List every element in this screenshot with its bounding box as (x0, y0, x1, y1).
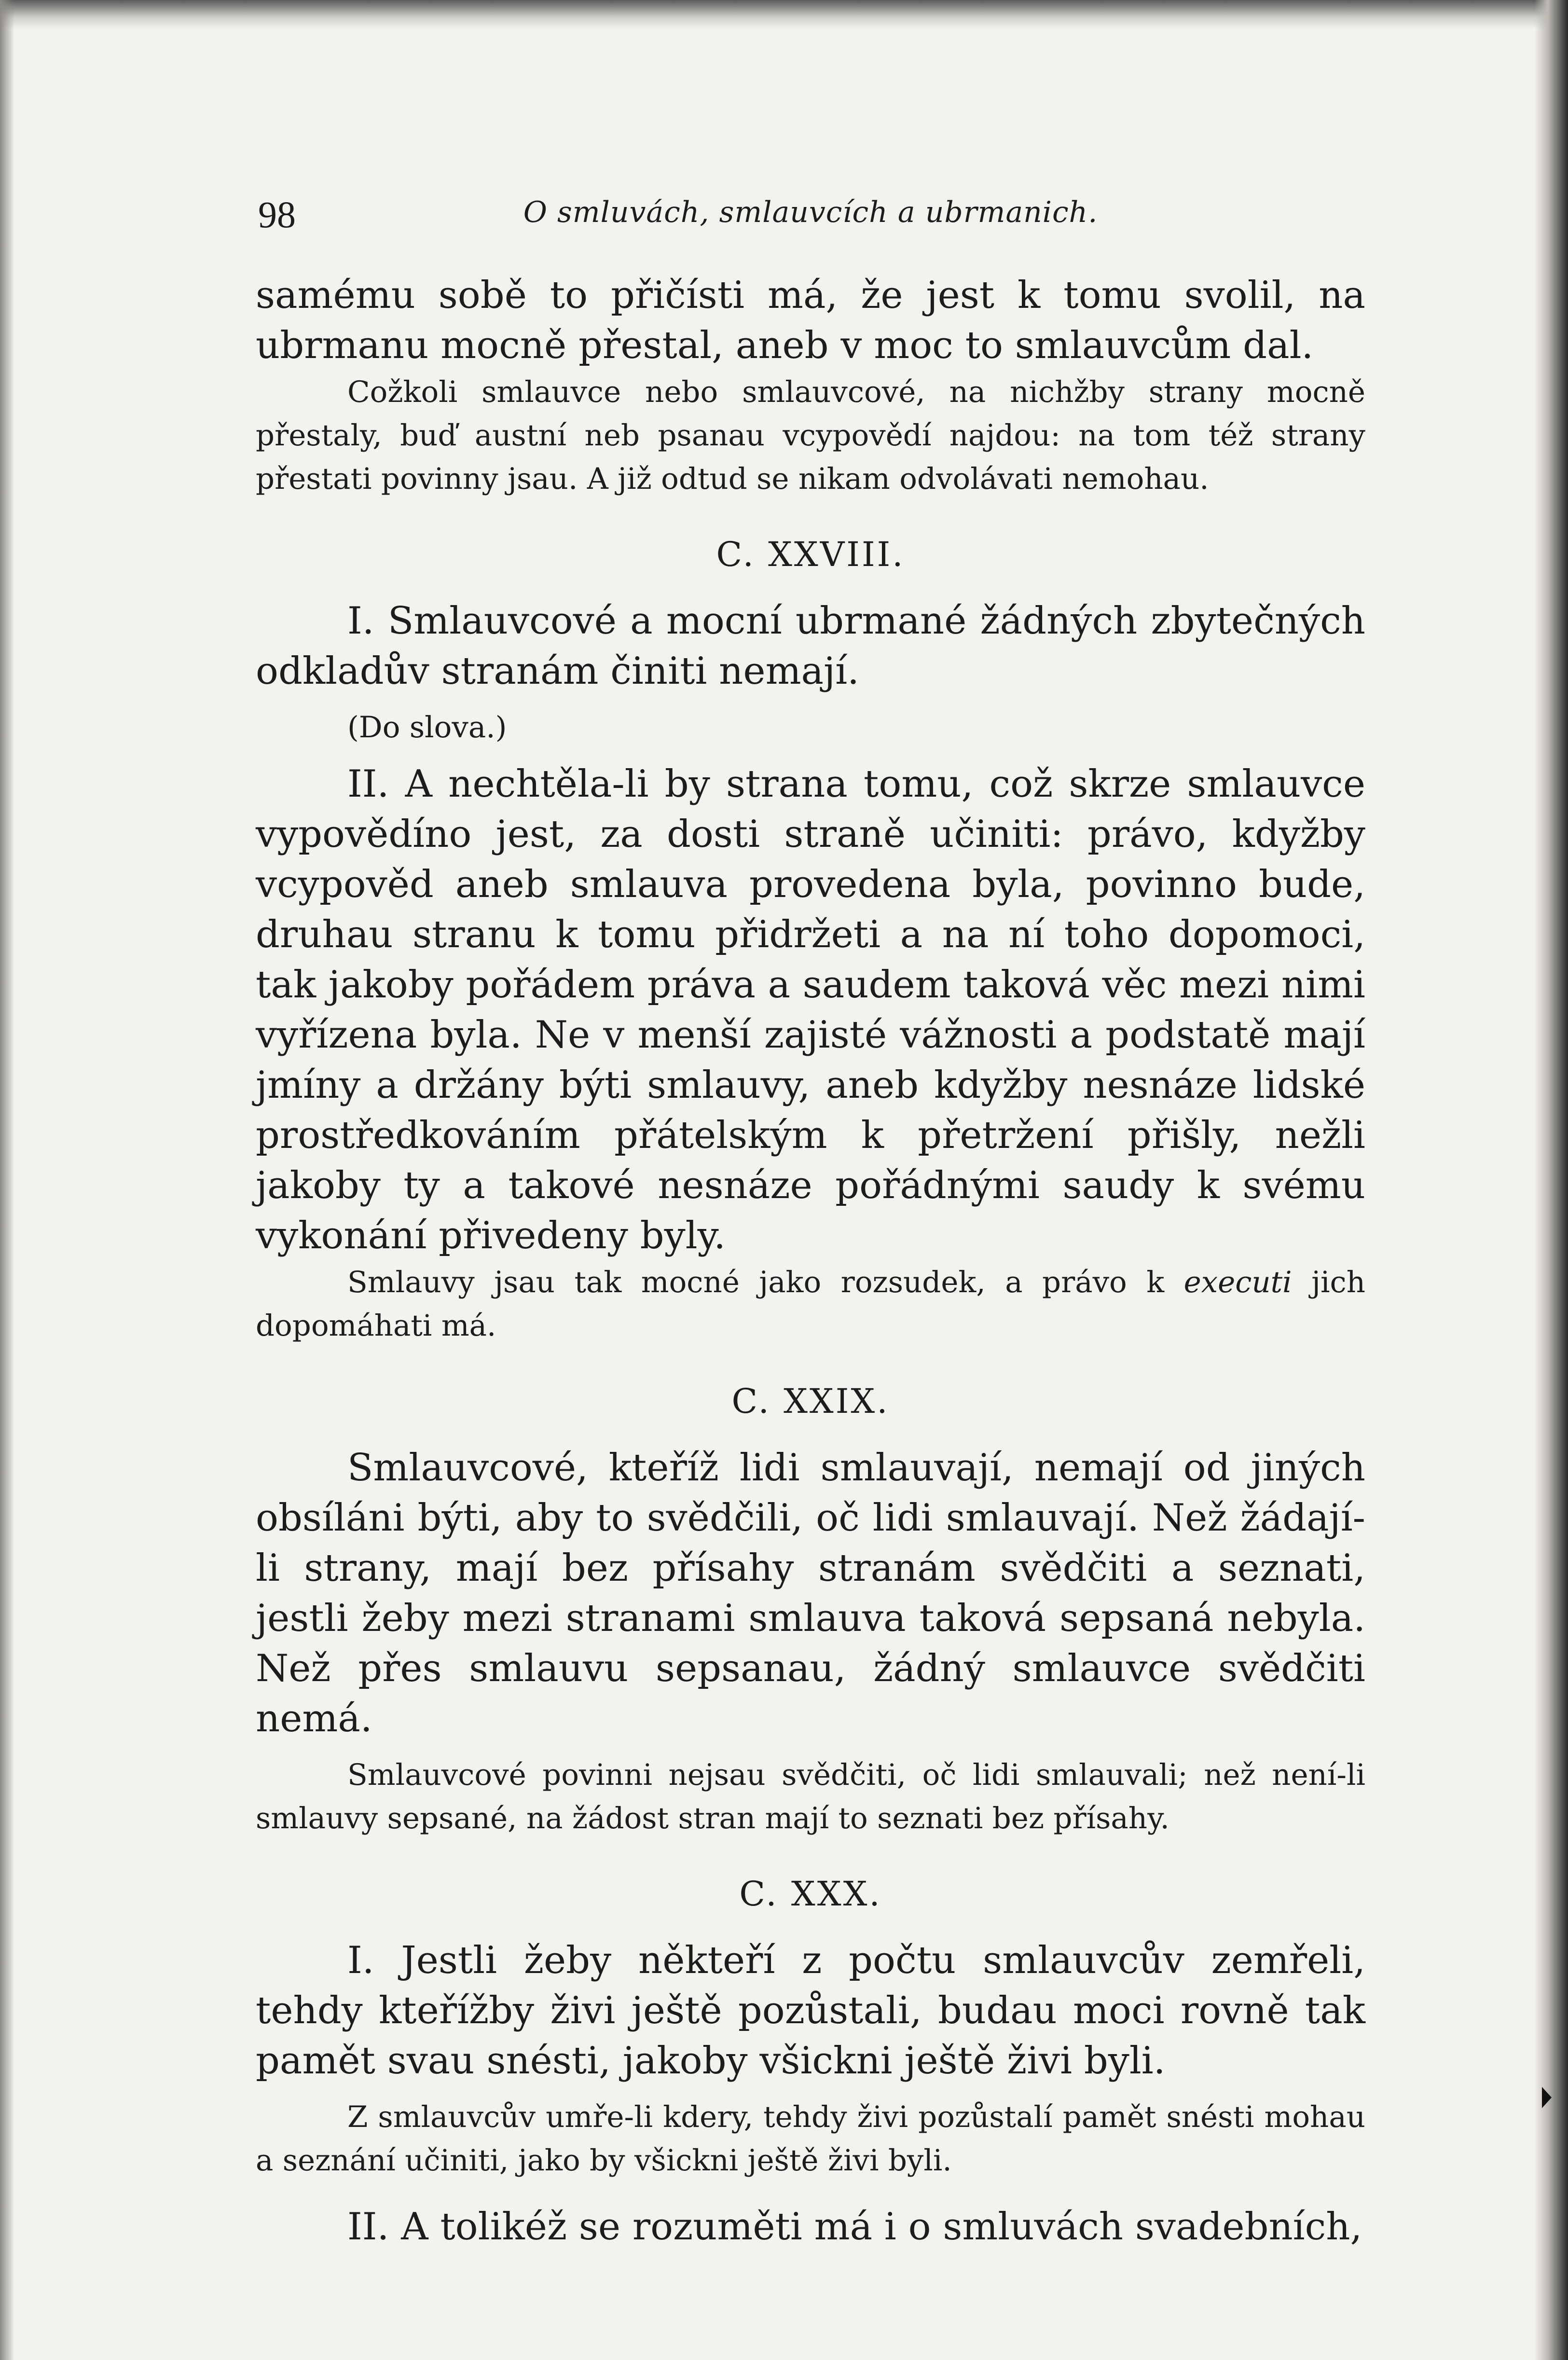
page-body (256, 183, 1365, 2252)
article-xxix: Smlauvcové, kteříž lidi smlauvají, nemají od jiných obsíláni býti, aby to svědčili, oč lidi smlauvají. Než žádají-li strany, mají bez přísahy stranám svědčiti a seznati, jestli žeby mezi stranami smlauva taková sepsaná nebyla. Než přes smlauvu sepsanau, žádný smlauvce svědčiti nemá. (256, 1446, 1365, 1740)
page-number: 98 (258, 193, 296, 235)
running-title: O smluvách, smlauvcích a ubrmanich. (523, 195, 1098, 229)
section-heading-xxx: C. XXX. (739, 1874, 882, 1914)
commentary-note (256, 1261, 1365, 1348)
commentary-note: Cožkoli smlauvce nebo smlauvcové, na nichžby strany mocně přestaly, buď austní neb psanau vcypovědí najdou: na tom též strany přestati povinny jsau. A již odtud se nikam odvolávati nemohau. (256, 375, 1365, 496)
article-xxx-ii: II. A tolikéž se rozuměti má i o smluvách svadebních, (347, 2205, 1362, 2249)
running-head (256, 183, 1365, 236)
commentary-note: Z smlauvcův umře-li kdery, tehdy živi pozůstalí pamět snésti mohau a seznání učiniti, jako by všickni ještě živi byli. (256, 2100, 1365, 2178)
article-xxviii-i: I. Smlauvcové a mocní ubrmané žádných zbytečných odkladův stranám činiti nemají. (256, 599, 1365, 693)
note-text: jich dopomáhati má. (256, 1265, 1365, 1343)
note-italic-term: executi (1183, 1265, 1292, 1299)
article-xxx-i: I. Jestli žeby někteří z počtu smlauvcův zemřeli, tehdy kteřížby živi ještě pozůstali, budau moci rovně tak pamět svau snésti, jakoby všickni ještě živi byli. (256, 1939, 1365, 2083)
scan-shadow-left (0, 0, 14, 2360)
commentary-note: (Do slova.) (347, 710, 507, 745)
page-edge-mark (1542, 2087, 1552, 2108)
scan-shadow-right (1534, 0, 1568, 2360)
paragraph-continuation: samému sobě to přičísti má, že jest k tomu svolil, na ubrmanu mocně přestal, aneb v moc to smlauvcům dal. (256, 274, 1365, 367)
section-heading-xxviii: C. XXVIII. (716, 535, 905, 574)
section-heading-xxix: C. XXIX. (731, 1381, 890, 1421)
commentary-note: Smlauvcové povinni nejsau svědčiti, oč lidi smlauvali; než není-li smlauvy sepsané, na žádost stran mají to seznati bez přísahy. (256, 1758, 1365, 1836)
article-xxviii-ii: II. A nechtěla-li by strana tomu, což skrze smlauvce vypovědíno jest, za dosti straně učiniti: právo, kdyžby vcypověd aneb smlauva provedena byla, povinno bude, druhau stranu k tomu přidržeti a na ní toho dopomoci, tak jakoby pořádem práva a saudem taková věc mezi nimi vyřízena byla. Ne v menší zajisté vážnosti a podstatě mají jmíny a držány býti smlauvy, aneb kdyžby nesnáze lidské prostředkováním přátelským k přetržení přišly, nežli jakoby ty a takové nesnáze pořádnými saudy k svému vykonání přivedeny byly. (256, 762, 1365, 1257)
note-text: Smlauvy jsau tak mocné jako rozsudek, a právo k (347, 1265, 1184, 1299)
scan-shadow-top (0, 0, 1568, 29)
